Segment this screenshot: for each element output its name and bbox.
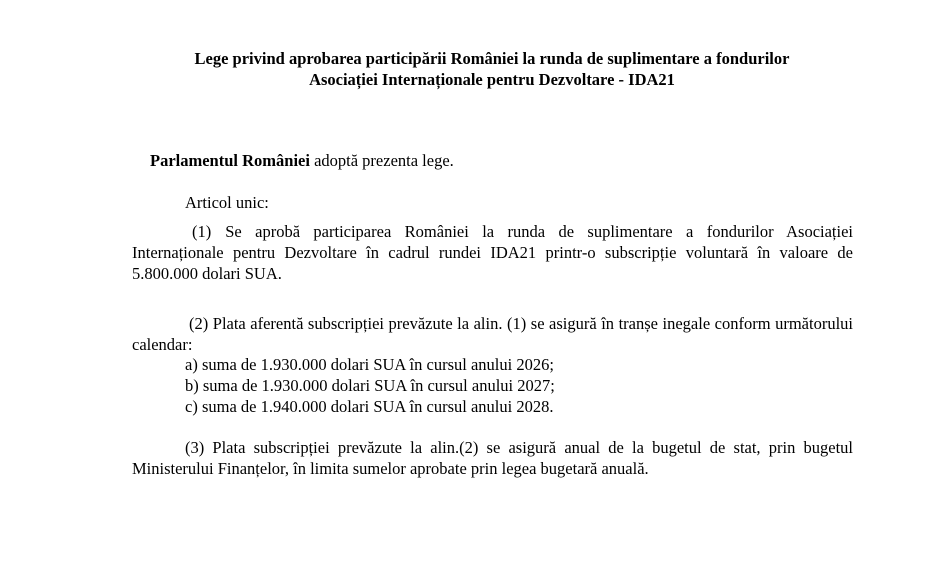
paragraph-1-text: Se aprobă participarea României la runda de suplimentare a fondurilor Asociației Internaționale pentru Dezvoltare în cadrul rundei IDA21 printr-o subscripție voluntară în valoare de 5.800.000 dolari SUA.: [132, 222, 853, 283]
title-line-1: Lege privind aprobarea participării României la runda de suplimentare a fondurilor: [194, 49, 790, 68]
paragraph-1: [132, 221, 853, 284]
paragraph-2: (2) Plata aferentă subscripției prevăzute la alin. (1) se asigură în tranșe inegale conform următorului calendar:: [132, 314, 853, 354]
enactment-clause: [150, 150, 454, 171]
document-title: [0, 48, 952, 90]
paragraph-1-number: (1): [192, 222, 212, 241]
title-line-2: Asociației Internaționale pentru Dezvoltare - IDA21: [309, 70, 675, 89]
payment-schedule-list: [185, 354, 555, 417]
list-item: a) suma de 1.930.000 dolari SUA în cursul anului 2026;: [185, 355, 554, 374]
enactment-text: adoptă prezenta lege.: [309, 151, 454, 170]
article-heading: Articol unic:: [185, 193, 269, 212]
list-item: b) suma de 1.930.000 dolari SUA în cursul anului 2027;: [185, 376, 555, 395]
enactment-subject: Parlamentul României: [150, 151, 310, 170]
list-item: c) suma de 1.940.000 dolari SUA în cursul anului 2028.: [185, 397, 554, 416]
paragraph-3: (3) Plata subscripției prevăzute la alin.(2) se asigură anual de la bugetul de stat, prin bugetul Ministerului Finanțelor, în limita sumelor aprobate prin legea bugetară anuală.: [132, 438, 853, 478]
